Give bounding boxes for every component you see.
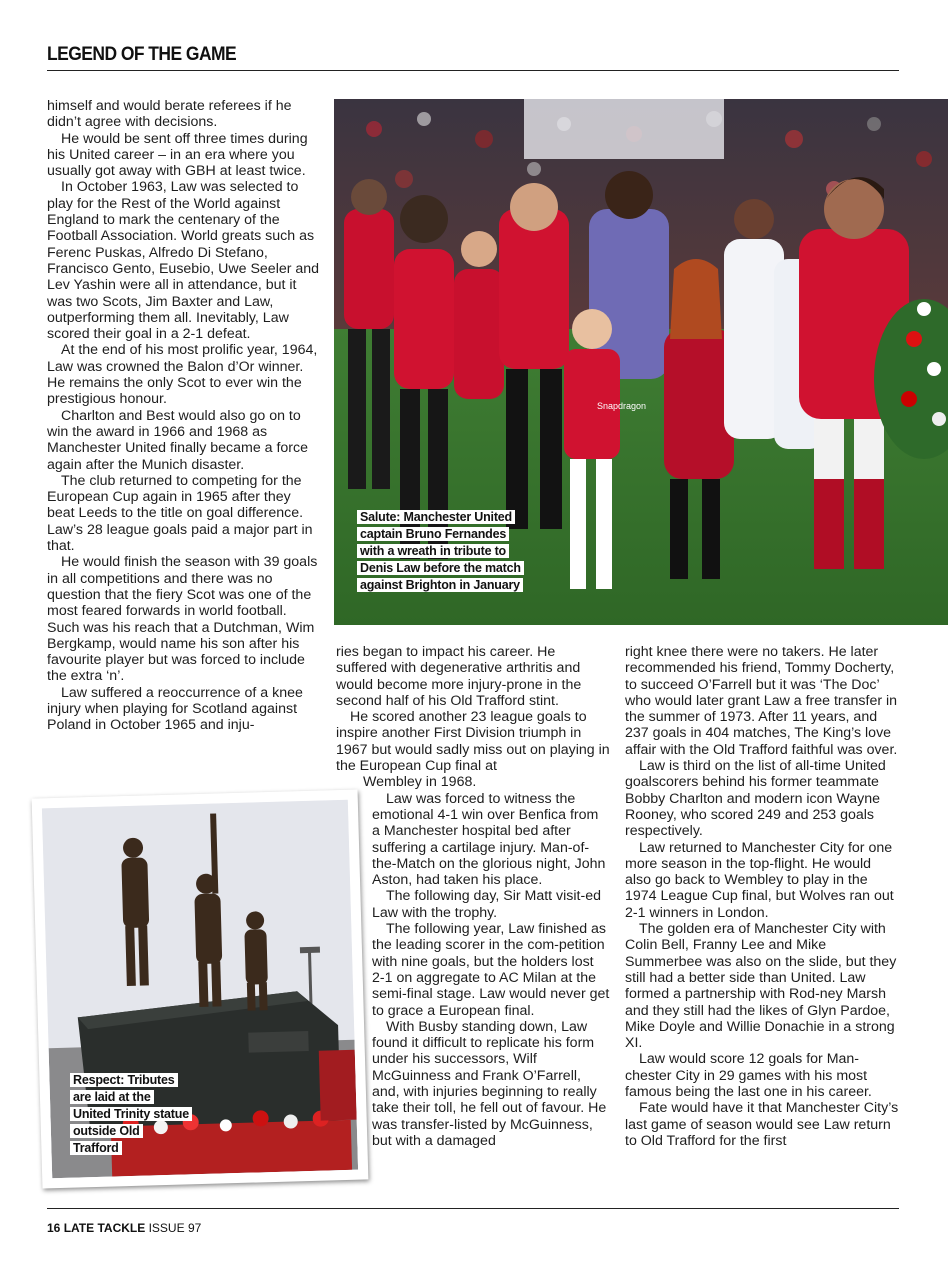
paragraph: ries began to impact his career. He suffered with degenerative arthritis and would become more injury-prone in the second half of his Old Trafford stint. [336,644,582,709]
paragraph: Law returned to Manchester City for one more season in the top-flight. He would also go back to Wembley to play in the 1974 League Cup final, but Wolves ran out 2-1 winners in London. [625,839,894,921]
article-column-3 [625,644,900,1149]
paragraph: Law was forced to witness the emotional 4-1 win over Benfica from a Manchester hospital bed after suffering a cartilage injury. Man-of-the-Match on the glorious night, John Aston, had taken his place. [372,790,606,889]
page-footer [47,1221,201,1235]
shirt-sponsor-text: Snapdragon [597,401,647,411]
paragraph: The following day, Sir Matt visit-ed Law with the trophy. [372,888,601,921]
paragraph-continued: Wembley in 1968. [363,774,477,791]
paragraph: In October 1963, Law was selected to play for the Rest of the World against England to mark the centenary of the Football Association. World greats such as Ferenc Puskas, Alfredo Di Stefano, Francisco Gento, Eusebio, Uwe Seeler and Lev Yashin were all in attendance, but it was two Scots, Jim Baxter and Law, outperforming them all. Inevitably, Law scored their goal in a 2-1 defeat. [47,179,320,343]
paragraph: He scored another 23 league goals to inspire another First Division triumph in 1967 but would sadly miss out on playing in the European Cup final at [336,709,610,775]
paragraph: The club returned to competing for the European Cup again in 1965 after they beat Leeds to the title on goal difference. Law’s 28 league goals paid a major part in that. [47,472,313,555]
paragraph: At the end of his most prolific year, 1964, Law was crowned the Balon d’Or winner. He remains the only Scot to ever win the prestigious honour. [47,342,318,408]
paragraph: Law is third on the list of all-time United goalscorers behind his former teammate Bobby Charlton and modern icon Wayne Rooney, who scored 249 and 253 goals respectively. [625,758,886,840]
paragraph: The following year, Law finished as the leading scorer in the com-petition with nine goals, but the holders lost 2-1 on aggregate to AC Milan at the semi-final stage. Law would never get to grace a European final. [372,921,610,1019]
footer-rule [47,1208,899,1210]
paragraph: Law suffered a reoccurrence of a knee injury when playing for Scotland against Poland in October 1965 and inju- [47,684,303,734]
paragraph: He would finish the season with 39 goals in all competitions and there was no question that the fiery Scot was one of the most feared forwards in world football. Such was his reach that a Dutchman, Wim Bergkamp, would name his son after his favourite player but was forced to include the extra ‘n’. [47,554,318,685]
magazine-name: LATE TACKLE [63,1221,146,1235]
section-title: LEGEND OF THE GAME [47,44,237,65]
issue-number: ISSUE 97 [148,1221,202,1235]
paragraph: He would be sent off three times during his United career – in an era where you usually got away with GBH at least twice. [47,130,308,180]
paragraph: right knee there were no takers. He later recommended his friend, Tommy Docherty, to succeed O’Farrell but it was ‘The Doc’ who would later grant Law a free transfer in the summer of 1973. After 11 years, and 237 goals in 404 matches, The King’s love affair with the Old Trafford faithful was over. [625,644,898,758]
paragraph: The golden era of Manchester City with Colin Bell, Franny Lee and Mike Summerbee was also on the slide, but they still had a better side than United. Law formed a partnership with Rod-ney Marsh and they still had the likes of Glyn Pardoe, Mike Doyle and Willie Donachie in a strong XI. [625,921,897,1052]
paragraph: himself and would berate referees if he didn’t agree with decisions. [47,98,292,131]
section-header [47,44,899,71]
article-column-2 [336,644,610,1149]
page-number: 16 [47,1221,61,1235]
paragraph: Law would score 12 goals for Man-chester City in 29 games with his most famous being the last one in his career. [625,1051,872,1101]
caption-top-photo: Salute: Manchester United captain Bruno Fernandes with a wreath in tribute to Denis Law before the match against Brighton in January [357,509,527,594]
wrapped-text [336,791,610,1150]
article-column-1 [47,98,322,734]
paragraph: With Busby standing down, Law found it difficult to replicate his form under his successors, Wilf McGuinness and Frank O’Farrell, and, with injuries beginning to really take their toll, he fell out of favour. He was transfer-listed by McGuinness, but with a damaged [372,1018,607,1149]
caption-statue-photo: Respect: Tributes are laid at the United Trinity statue outside Old Trafford [70,1072,190,1157]
paragraph: Fate would have it that Manchester City’s last game of season would see Law return to Old Trafford for the first [625,1100,899,1149]
paragraph: Charlton and Best would also go on to win the award in 1966 and 1968 as Manchester United finally became a force again after the Munich disaster. [47,407,309,473]
